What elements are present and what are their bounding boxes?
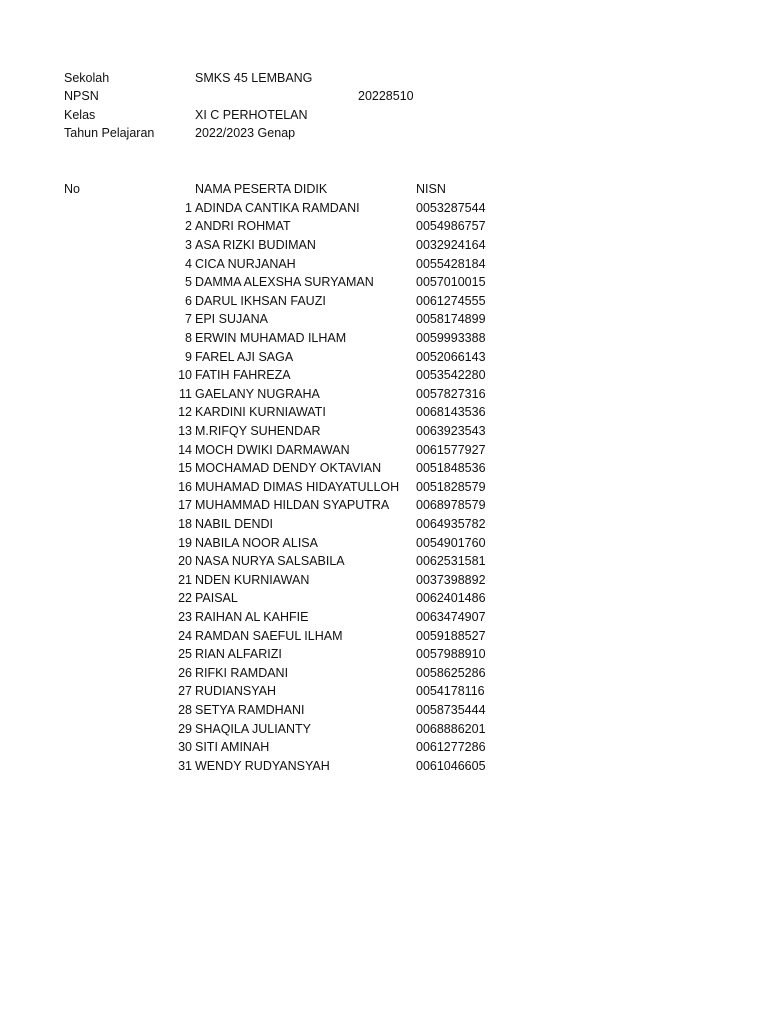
table-header-row [0, 180, 768, 199]
row-number: 24 [178, 628, 192, 643]
student-name: EPI SUJANA [195, 312, 268, 327]
kelas-label: Kelas [64, 107, 96, 122]
table-row [0, 496, 768, 515]
row-number: 3 [185, 237, 192, 252]
student-nisn: 0061046605 [416, 758, 486, 773]
student-name: GAELANY NUGRAHA [195, 386, 320, 401]
student-nisn: 0061277286 [416, 740, 486, 755]
row-number: 13 [178, 423, 192, 438]
student-nisn: 0062401486 [416, 591, 486, 606]
info-row-sekolah [0, 69, 768, 88]
table-row [0, 403, 768, 422]
info-row-tahun [0, 124, 768, 143]
npsn-value: 20228510 [358, 89, 414, 104]
table-row [0, 199, 768, 218]
table-row [0, 441, 768, 460]
student-name: FAREL AJI SAGA [195, 349, 294, 364]
student-nisn: 0058735444 [416, 702, 486, 717]
table-row [0, 589, 768, 608]
student-nisn: 0058625286 [416, 665, 486, 680]
row-number: 2 [185, 219, 192, 234]
sekolah-label: Sekolah [64, 70, 110, 85]
student-nisn: 0057010015 [416, 275, 486, 290]
student-nisn: 0061274555 [416, 293, 486, 308]
student-nisn: 0054178116 [416, 684, 485, 699]
student-nisn: 0063923543 [416, 423, 486, 438]
student-nisn: 0064935782 [416, 516, 486, 531]
row-number: 25 [178, 647, 192, 662]
table-row [0, 701, 768, 720]
student-name: M.RIFQY SUHENDAR [195, 423, 321, 438]
table-row [0, 217, 768, 236]
table-row [0, 236, 768, 255]
row-number: 14 [178, 442, 192, 457]
student-name: NABILA NOOR ALISA [195, 535, 318, 550]
row-number: 10 [178, 368, 192, 383]
table-row [0, 571, 768, 590]
student-nisn: 0057827316 [416, 386, 486, 401]
table-row [0, 515, 768, 534]
student-nisn: 0068978579 [416, 498, 486, 513]
student-nisn: 0054901760 [416, 535, 486, 550]
table-row [0, 348, 768, 367]
row-number: 9 [185, 349, 192, 364]
row-number: 5 [185, 275, 192, 290]
table-row [0, 459, 768, 478]
row-number: 11 [179, 386, 192, 401]
header-no: No [64, 182, 80, 197]
student-name: RAMDAN SAEFUL ILHAM [195, 628, 343, 643]
table-row [0, 757, 768, 776]
student-nisn: 0063474907 [416, 609, 486, 624]
table-row [0, 255, 768, 274]
student-name: NASA NURYA SALSABILA [195, 554, 345, 569]
table-row [0, 310, 768, 329]
row-number: 1 [185, 200, 192, 215]
table-row [0, 627, 768, 646]
student-name: KARDINI KURNIAWATI [195, 405, 326, 420]
student-nisn: 0053542280 [416, 368, 486, 383]
row-number: 26 [178, 665, 192, 680]
student-name: FATIH FAHREZA [195, 368, 291, 383]
student-name: RAIHAN AL KAHFIE [195, 609, 309, 624]
student-name: SITI AMINAH [195, 740, 270, 755]
student-name: MUHAMAD DIMAS HIDAYATULLOH [195, 479, 400, 494]
tahun-value: 2022/2023 Genap [195, 126, 296, 141]
row-number: 22 [178, 591, 192, 606]
row-number: 17 [178, 498, 192, 513]
row-number: 20 [178, 554, 192, 569]
student-name: SETYA RAMDHANI [195, 702, 305, 717]
table-row [0, 329, 768, 348]
student-nisn: 0068143536 [416, 405, 486, 420]
table-row [0, 645, 768, 664]
student-nisn: 0037398892 [416, 572, 486, 587]
info-row-npsn [0, 87, 768, 106]
table-row [0, 422, 768, 441]
npsn-label: NPSN [64, 89, 99, 104]
row-number: 7 [185, 312, 192, 327]
row-number: 23 [178, 609, 192, 624]
row-number: 27 [178, 684, 192, 699]
kelas-value: XI C PERHOTELAN [195, 107, 308, 122]
row-number: 30 [178, 740, 192, 755]
student-name: NDEN KURNIAWAN [195, 572, 310, 587]
student-nisn: 0059188527 [416, 628, 486, 643]
student-name: MUHAMMAD HILDAN SYAPUTRA [195, 498, 390, 513]
table-row [0, 478, 768, 497]
student-nisn: 0053287544 [416, 200, 486, 215]
student-name: NABIL DENDI [195, 516, 274, 531]
student-nisn: 0058174899 [416, 312, 486, 327]
info-row-kelas [0, 106, 768, 125]
row-number: 21 [178, 572, 192, 587]
student-nisn: 0052066143 [416, 349, 486, 364]
header-nisn: NISN [416, 182, 446, 197]
student-name: ADINDA CANTIKA RAMDANI [195, 200, 360, 215]
student-nisn: 0032924164 [416, 237, 486, 252]
student-name: CICA NURJANAH [195, 256, 296, 271]
student-nisn: 0061577927 [416, 442, 486, 457]
student-name: RIAN ALFARIZI [195, 647, 282, 662]
table-row [0, 292, 768, 311]
row-number: 6 [185, 293, 192, 308]
row-number: 29 [178, 721, 192, 736]
student-name: SHAQILA JULIANTY [195, 721, 312, 736]
student-name: PAISAL [195, 591, 238, 606]
table-row [0, 366, 768, 385]
student-nisn: 0059993388 [416, 330, 486, 345]
table-row [0, 552, 768, 571]
student-name: DARUL IKHSAN FAUZI [195, 293, 326, 308]
table-row [0, 682, 768, 701]
student-name: DAMMA ALEXSHA SURYAMAN [195, 275, 374, 290]
tahun-label: Tahun Pelajaran [64, 126, 155, 141]
row-number: 8 [185, 330, 192, 345]
student-name: WENDY RUDYANSYAH [195, 758, 330, 773]
student-name: ANDRI ROHMAT [195, 219, 291, 234]
row-number: 16 [178, 479, 192, 494]
row-number: 19 [178, 535, 192, 550]
student-nisn: 0068886201 [416, 721, 486, 736]
student-nisn: 0051848536 [416, 461, 486, 476]
table-row [0, 534, 768, 553]
table-row [0, 720, 768, 739]
table-row [0, 273, 768, 292]
student-nisn: 0057988910 [416, 647, 486, 662]
student-name: RIFKI RAMDANI [195, 665, 289, 680]
table-row [0, 385, 768, 404]
student-name: RUDIANSYAH [195, 684, 277, 699]
table-row [0, 664, 768, 683]
row-number: 18 [178, 516, 192, 531]
table-row [0, 608, 768, 627]
student-nisn: 0062531581 [416, 554, 486, 569]
sekolah-value: SMKS 45 LEMBANG [195, 70, 313, 85]
student-name: MOCH DWIKI DARMAWAN [195, 442, 350, 457]
table-row [0, 738, 768, 757]
student-name: MOCHAMAD DENDY OKTAVIAN [195, 461, 382, 476]
student-nisn: 0055428184 [416, 256, 486, 271]
student-name: ERWIN MUHAMAD ILHAM [195, 330, 347, 345]
row-number: 28 [178, 702, 192, 717]
row-number: 31 [178, 758, 192, 773]
row-number: 4 [185, 256, 192, 271]
student-nisn: 0051828579 [416, 479, 486, 494]
row-number: 12 [178, 405, 192, 420]
row-number: 15 [178, 461, 192, 476]
student-name: ASA RIZKI BUDIMAN [195, 237, 316, 252]
header-nama: NAMA PESERTA DIDIK [195, 182, 328, 197]
student-nisn: 0054986757 [416, 219, 486, 234]
